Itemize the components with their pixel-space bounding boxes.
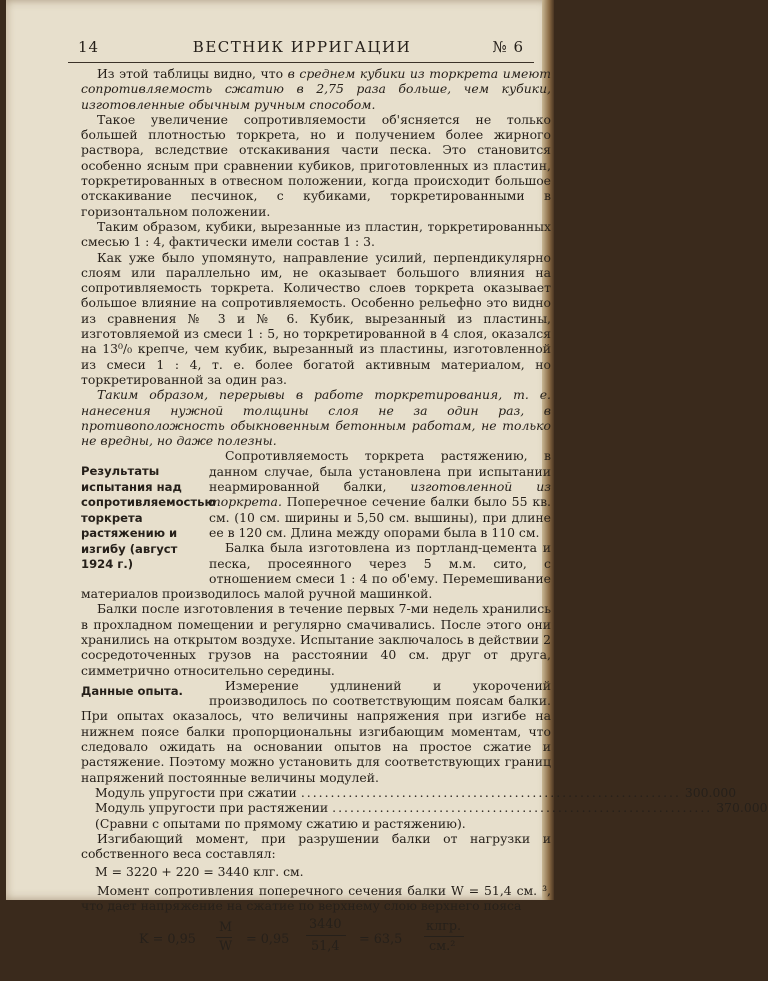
- unit-numerator: клгр.: [426, 919, 462, 935]
- fraction-bar-values: [306, 935, 346, 936]
- paragraph-density: Такое увеличение сопротивляемости об'ясняется не только большей плотностью торкрета, но и получением более жирного раствора, вследствие отскакивания части песка. Это становится особенно ясным при сравнении кубиков, приготовленных из пластин, торкретированных в отвесном положении, когда происходит большое отскакивание песчинок, с кубиками, торкретированными в горизонтальном положении.: [81, 111, 551, 219]
- modulus-compression-row: Модуль упругости при сжатии ................................................................ 300.000: [95, 784, 737, 800]
- fraction-bar-mw: [216, 937, 232, 938]
- formula-numerator: 3440: [309, 917, 342, 933]
- stress-formula: [81, 915, 551, 963]
- journal-page: [6, 0, 768, 955]
- paragraph-measurements: Измерение удлинений и укорочений производилось по соответствующим поясам балки. При опытах оказалось, что величины напряжения при изгибе на нижнем поясе балки пропорциональны изгибающим моментам, что следовало ожидать на основании опытов на простое сжатие и растяжение. Поэтому можно установить для соответствующих границ напряжений постоянные величины модулей.: [81, 677, 551, 785]
- paragraph-tension: Сопротивляемость торкрета растяжению, в данном случае, была установлена при испытании неармированной балки, изготовленной из торкрета. Поперечное сечение балки было 55 кв. см. (10 см. ширины и 5,50 см. вышины), при длине ее в 120 см. Длина между опорами была в 110 см.: [209, 448, 551, 540]
- page-number: 14: [78, 38, 100, 56]
- formula-eq2: = 0,95: [246, 932, 290, 948]
- formula-denominator: 51,4: [311, 939, 340, 955]
- formula-result: = 63,5: [359, 932, 403, 948]
- running-header: [66, 38, 538, 60]
- paragraph-beam-storage: Балки после изготовления в течение первых 7-ми недель хранились в прохладном помещении и регулярно смачивались. После этого они хранились на открытом воздухе. Испытание заключалось в действии 2 сосредоточенных грузов на расстоянии 40 см. друг от друга, симметрично относительно середины.: [81, 601, 551, 678]
- journal-title: ВЕСТНИК ИРРИГАЦИИ: [192, 38, 412, 56]
- article-body: [81, 66, 768, 963]
- formula-w: W: [219, 939, 233, 955]
- modulus-compression-value: 300.000: [684, 784, 737, 800]
- fraction-bar-unit: [424, 936, 464, 937]
- formula-m: M: [219, 920, 233, 936]
- paragraph-moment: Изгибающий момент, при разрушении балки от нагрузки и собственного веса составлял:: [81, 830, 551, 862]
- issue-number: № 6: [492, 38, 524, 56]
- modulus-tension-value: 370.000: [716, 800, 768, 816]
- side-heading-tension: Результаты испытания над сопротивляемостью торкрета растяжению и изгибу (август 1924 г.): [81, 464, 216, 572]
- formula-k: K = 0,95: [139, 932, 196, 948]
- paragraph-interruptions: Таким образом, перерывы в работе торкретирования, т. е. нанесения нужной толщины слоя не за один раз, в противоположность обыкновенным бетонным работам, не только не вредны, но даже полезны.: [81, 387, 551, 449]
- unit-denominator: см.²: [429, 939, 456, 955]
- moment-equation: M = 3220 + 220 = 3440 клг. см.: [95, 864, 304, 880]
- modulus-tension-row: Модуль упругости при растяжении ................................................................ 370.000: [95, 800, 768, 816]
- side-heading-data: Данные опыта.: [81, 683, 183, 698]
- paragraph-beam-manufacture: Балка была изготовлена из портланд-цемента и песка, просеянного через 5 м.м. сито, с отношением смеси 1 : 4 по об'ему. Перемешивание материалов производилось малой ручной машинкой.: [81, 540, 551, 602]
- compare-note: (Сравни с опытами по прямому сжатию и растяжению).: [95, 815, 466, 831]
- paragraph-layers: Как уже было упомянуто, направление усилий, перпендикулярно слоям или параллельно им, не оказывает большого влияния на сопротивляемость торкрета. Количество слоев торкрета оказывает большое влияние на сопротивляемость. Особенно рельефно это видно из сравнения № 3 и № 6. Кубик, вырезанный из пластины, изготовляемой из смеси 1 : 5, но торкретированной в 4 слоя, оказался на 13⁰/₀ крепче, чем кубик, вырезанный из пластины, изготовленной из смеси 1 : 4, т. е. более богатой активным материалом, но торкретированной за один раз.: [81, 249, 551, 387]
- paragraph-section-modulus: Момент сопротивления поперечного сечения балки W = 51,4 см. ³, что дает напряжение на сжатие по верхнему слою верхнего пояса: [81, 882, 551, 914]
- section-test-data: [81, 678, 551, 785]
- paragraph-mix: Таким образом, кубики, вырезанные из пластин, торкретированных смесью 1 : 4, фактически имели состав 1 : 3.: [81, 218, 551, 250]
- paragraph-conclusion: Из этой таблицы видно, что в среднем кубики из торкрета имеют сопротивляемость сжатию в 2,75 раза больше, чем кубики, изготовленные обычным ручным способом.: [81, 66, 551, 112]
- header-rule: [68, 62, 534, 63]
